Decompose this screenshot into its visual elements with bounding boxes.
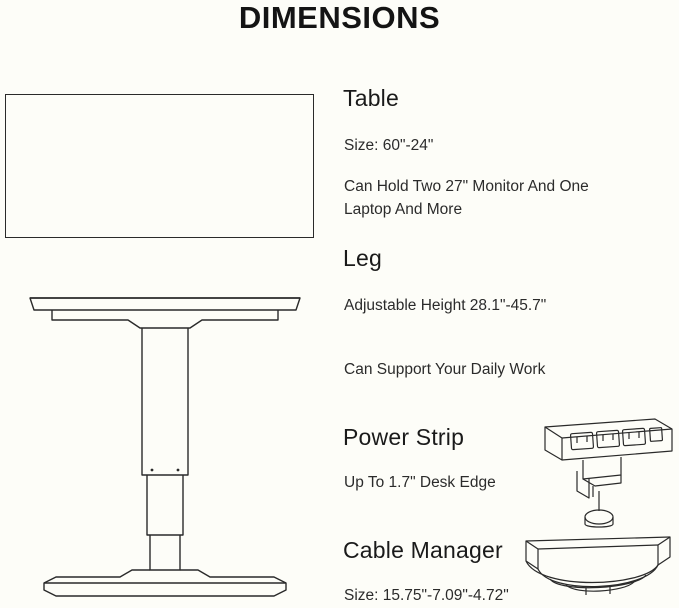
section-text-cable-manager: Size: 15.75"-7.09"-4.72" [344, 587, 509, 604]
tabletop-outline-diagram [5, 94, 314, 238]
desk-frame-diagram [0, 280, 330, 607]
cable-manager-diagram [520, 533, 679, 608]
section-text-leg-height: Adjustable Height 28.1"-45.7" [344, 297, 547, 314]
power-strip-diagram [529, 405, 679, 540]
section-heading-power-strip: Power Strip [343, 424, 465, 450]
section-text-power-strip: Up To 1.7" Desk Edge [344, 474, 496, 491]
section-heading-cable-manager: Cable Manager [343, 537, 503, 563]
section-text-leg-support: Can Support Your Daily Work [344, 361, 546, 378]
section-text-table-capacity: Can Hold Two 27" Monitor And One Laptop And More [344, 178, 589, 218]
section-text-table-size: Size: 60"-24" [344, 137, 434, 154]
section-heading-table: Table [343, 85, 399, 111]
page-title: DIMENSIONS [238, 0, 441, 35]
section-heading-leg: Leg [343, 245, 382, 271]
